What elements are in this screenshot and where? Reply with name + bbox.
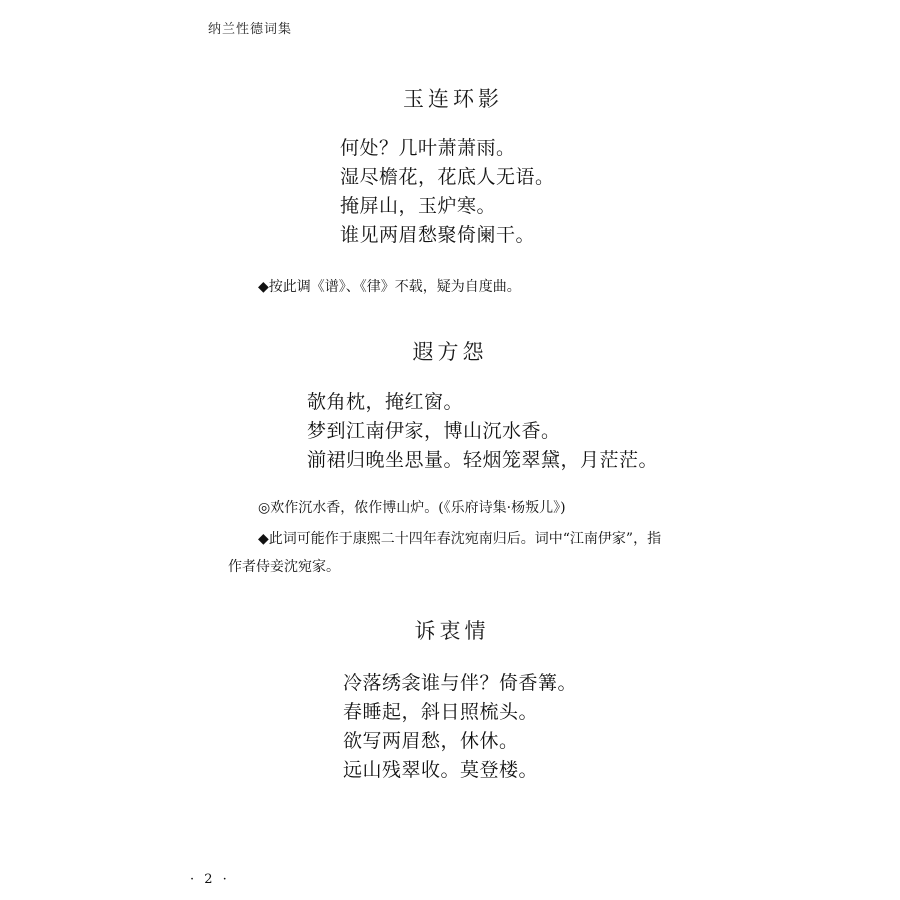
poem-line: 梦到江南伊家，博山沉水香。 xyxy=(307,420,561,442)
annotation-note-continuation: 作者侍妾沈宛家。 xyxy=(228,559,340,575)
page-number: · 2 · xyxy=(190,872,230,887)
annotation-note: ◆此词可能作于康熙二十四年春沈宛南归后。词中“江南伊家”，指 xyxy=(258,531,662,547)
poem-line: 远山残翠收。莫登楼。 xyxy=(343,759,539,781)
poem-line: 欹角枕，掩红窗。 xyxy=(307,391,464,413)
poem-line: 湔裙归晚坐思量。轻烟笼翠黛，月茫茫。 xyxy=(307,449,659,471)
poem-body-xiafangyuan xyxy=(307,388,658,475)
poem-body-yulianhuanying xyxy=(340,134,555,250)
annotation-note: ◆按此调《谱》、《律》不载，疑为自度曲。 xyxy=(258,279,521,295)
poem-title-xiafangyuan: 遐方怨 xyxy=(412,340,488,364)
running-header: 纳兰性德词集 xyxy=(208,22,293,37)
poem-line: 何处？几叶萧萧雨。 xyxy=(340,137,516,159)
poem-line: 掩屏山，玉炉寒。 xyxy=(340,195,497,217)
poem-line: 湿尽檐花，花底人无语。 xyxy=(340,166,555,188)
poem-line: 冷落绣衾谁与伴？倚香篝。 xyxy=(343,672,578,694)
poem-title-yulianhuanying: 玉连环影 xyxy=(403,87,503,111)
poem-line: 欲写两眉愁，休休。 xyxy=(343,730,519,752)
poem-title-suzhongqing: 诉衷情 xyxy=(414,619,490,643)
poem-line: 谁见两眉愁聚倚阑干。 xyxy=(340,224,536,246)
annotation-note: ◎欢作沉水香，侬作博山炉。(《乐府诗集·杨叛儿》) xyxy=(258,500,566,516)
poem-line: 春睡起，斜日照梳头。 xyxy=(343,701,539,723)
poem-body-suzhongqing xyxy=(343,669,577,785)
